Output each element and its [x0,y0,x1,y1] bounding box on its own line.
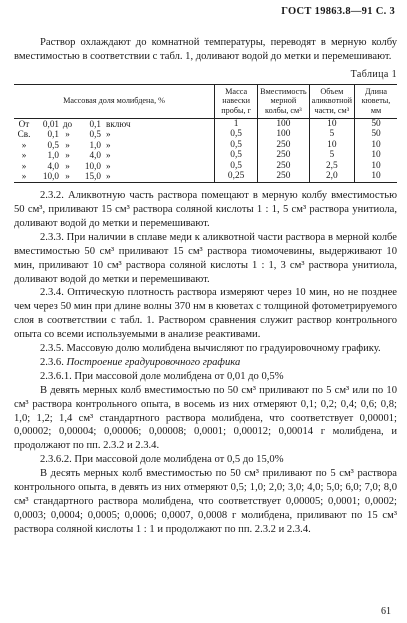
sample-mass-cell: 0,5 [215,150,258,161]
aliquot-volume-cell: 2,5 [309,161,354,172]
table-row [14,171,397,182]
cuvette-length-cell: 10 [355,150,398,161]
cuvette-length-cell: 10 [355,140,398,151]
heading-2-3-6-1: 2.3.6.1. При массовой доле молибдена от 0,01 до 0,5% [40,370,284,382]
sample-mass-cell: 0,25 [215,171,258,182]
page-number: 61 [381,606,391,617]
flask-volume-cell: 250 [258,161,310,172]
range-part-a: 0,1 [47,129,59,140]
range-part-p3: » [106,129,111,140]
header-mass-fraction: Массовая доля молибдена, % [14,84,215,118]
header-flask-volume: Вместимость мерной колбы, см³ [258,84,310,118]
range-part-p1: Св. [17,129,31,140]
header-sample-mass: Масса навески пробы, г [215,84,258,118]
range-part-p3: » [106,160,111,171]
heading-2-3-6-title: Построение градуировочного графика [66,356,241,368]
range-part-p2: » [65,150,70,161]
mass-fraction-range [14,118,215,129]
range-part-p1: » [21,160,27,171]
range-part-a: 0,5 [47,139,59,150]
range-part-b: 4,0 [89,150,101,161]
range-part-a: 10,0 [42,171,59,182]
flask-volume-cell: 250 [258,140,310,151]
mass-fraction-range [14,161,215,172]
header-aliquot-volume: Объем аликвотной части, см³ [309,84,354,118]
heading-2-3-6 [14,356,397,370]
table-header-row [14,84,397,118]
cuvette-length-cell: 50 [355,129,398,140]
aliquot-volume-cell: 2,0 [309,171,354,182]
table-title: Таблица 1 [350,68,397,80]
range-part-a: 0,01 [42,118,59,129]
heading-2-3-6-number: 2.3.6. [40,356,64,368]
range-part-p3: » [106,171,111,182]
mass-fraction-range [14,140,215,151]
table-row [14,161,397,172]
aliquot-volume-cell: 5 [309,129,354,140]
paragraph-2-3-5: 2.3.5. Массовую долю молибдена вычисляют по градуировочному графику. [40,343,381,355]
range-part-a: 4,0 [47,160,59,171]
range-part-p2: » [65,171,70,182]
paragraph-2-3-6-2: В десять мерных колб вместимостью по 50 см³ приливают по 5 см³ раствора контрольного опыта, в девять из них отмеряют 0,5; 1,0; 2,0; 3,0; 4,0; 5,0; 6,0; 7,0; 8,0 см³ стандартного раствора молибдена, что соответствует 0,00005; 0,0001; 0,0002; 0,0003; 0,0004; 0,0005; 0,0006; 0,0007, 0,0008 г молибдена, приливают по 15 см³ раствора соляной кислоты 1 : 1 и продолжают по пп. 2.3.2 и 2.3.4. [14,468,397,535]
table-1 [14,84,397,183]
paragraph-2-3-3: 2.3.3. При наличии в сплаве меди к аликвотной части раствора в мерной колбе вместимостью 50 см³ приливают 15 см³ раствора тиомочевины, выдерживают 10 мин, приливают 10 см³ раствора соляной кислоты 1 : 1, 3 см³ раствора унитиола, доливают водой до метки и перемешивают. [14,231,397,285]
range-part-p2: до [62,118,73,129]
sample-mass-cell: 0,5 [215,140,258,151]
range-part-a: 1,0 [47,150,59,161]
range-part-p1: От [18,118,30,129]
range-part-b: 0,5 [89,129,101,140]
table-row [14,118,397,129]
range-part-p3: » [106,150,111,161]
range-part-p2: » [65,139,70,150]
intro-paragraph: Раствор охлаждают до комнатной температуры, переводят в мерную колбу вместимостью в соответствии с табл. 1, доливают водой до метки и перемешивают. [14,37,397,62]
flask-volume-cell: 100 [258,118,310,129]
sample-mass-cell: 0,5 [215,129,258,140]
aliquot-volume-cell: 10 [309,140,354,151]
page-content [14,36,397,537]
flask-volume-cell: 250 [258,150,310,161]
aliquot-volume-cell: 5 [309,150,354,161]
aliquot-volume-cell: 10 [309,118,354,129]
range-part-b: 1,0 [89,139,101,150]
range-part-p1: » [21,150,27,161]
paragraph-2-3-4: 2.3.4. Оптическую плотность раствора измеряют через 10 мин, но не позднее чем через 50 мин при длине волны 370 нм в кюветах с толщиной фотометрируемого слоя в соответствии с табл. 1. Раствором сравнения служит раствор контрольного опыта со всеми используемыми в анализе реактивами. [14,287,397,341]
range-part-p3: » [106,139,111,150]
cuvette-length-cell: 50 [355,118,398,129]
flask-volume-cell: 100 [258,129,310,140]
paragraph-2-3-6-1: В девять мерных колб вместимостью по 50 см³ приливают по 5 см³ или по 10 см³ раствора контрольного опыта, в восемь из них отмеряют 0,1; 0,2; 0,4; 0,6; 0,8; 1,0; 1,2; 1,4 см³ стандартного раствора молибдена, что соответствует 0,00001; 0,00002; 0,00004; 0,00006; 0,00008; 0,0001; 0,00012; 0,00014 г молибдена, и продолжают по пп. 2.3.2 и 2.3.4. [14,384,397,452]
range-part-p3: включ [106,118,131,129]
range-part-b: 15,0 [84,171,101,182]
range-part-p2: » [65,160,70,171]
table-row [14,129,397,140]
sample-mass-cell: 0,5 [215,161,258,172]
range-part-p1: » [21,139,27,150]
paragraph-2-3-2: 2.3.2. Аликвотную часть раствора помещают в мерную колбу вместимостью 50 см³, приливают 15 см³ раствора соляной кислоты 1 : 1, 5 см³ раствора унитиола, доливают водой до метки и перемешивают. [14,190,397,229]
heading-2-3-6-2: 2.3.6.2. При массовой доле молибдена от 0,5 до 15,0% [40,454,284,466]
range-part-b: 0,1 [89,118,101,129]
range-part-p2: » [65,129,70,140]
cuvette-length-cell: 10 [355,161,398,172]
range-part-p1: » [21,171,27,182]
range-part-b: 10,0 [84,160,101,171]
table-row [14,150,397,161]
header-cuvette-length: Длина кюветы, мм [355,84,398,118]
mass-fraction-range [14,150,215,161]
flask-volume-cell: 250 [258,171,310,182]
mass-fraction-range [14,171,215,182]
cuvette-length-cell: 10 [355,171,398,182]
sample-mass-cell: 1 [215,118,258,129]
table-row [14,140,397,151]
mass-fraction-range [14,129,215,140]
page-header: ГОСТ 19863.8—91 С. 3 [281,6,395,17]
